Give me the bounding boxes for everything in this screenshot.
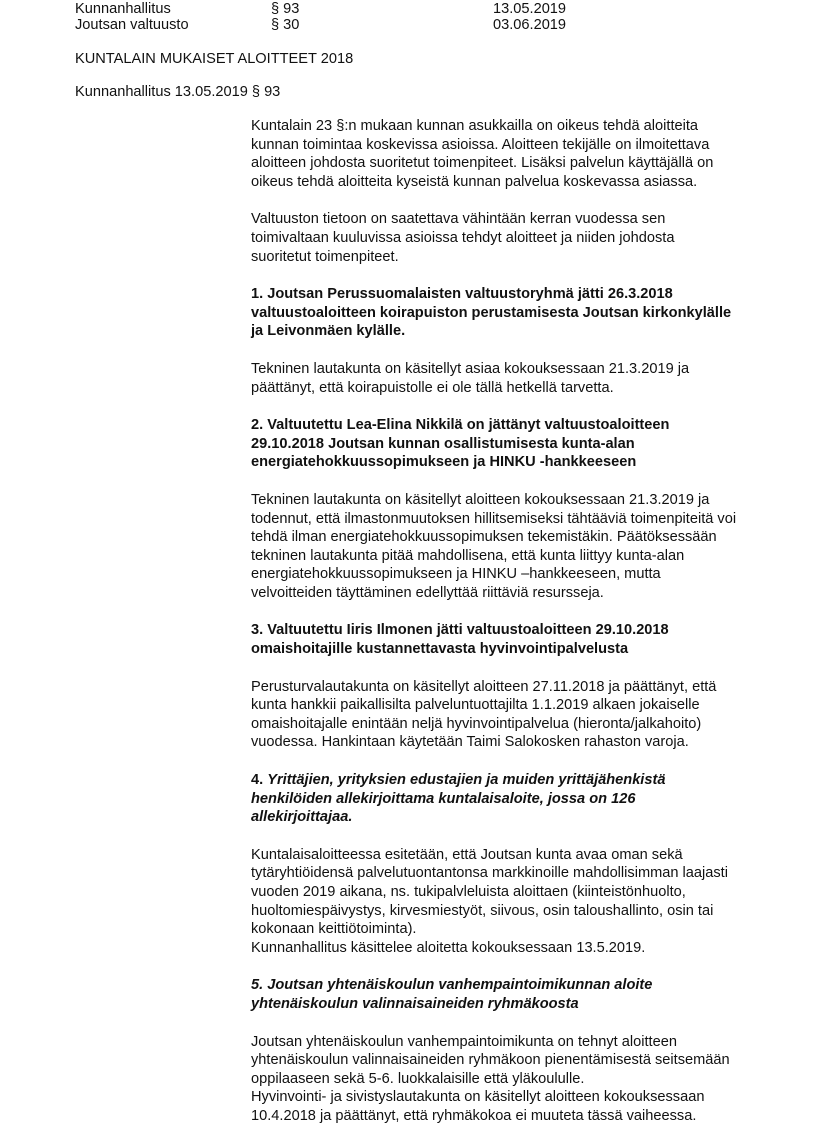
meeting-reference: Kunnanhallitus 13.05.2019 § 93 — [75, 84, 281, 100]
initiative-heading-1 — [251, 285, 751, 341]
text-line: oikeus tehdä aloitteita kyseistä kunnan palvelua koskevassa asiassa. — [251, 173, 698, 190]
text-line: vuoden 2019 aikana, ns. tukipalvleluista aloittaen (kiinteistönhuolto, — [251, 884, 686, 900]
intro-paragraph — [251, 210, 751, 266]
heading-line: energiatehokkuussopimukseen ja HINKU -hankkeeseen — [251, 454, 637, 471]
initiative-body-4 — [251, 846, 751, 958]
initiative-heading-2 — [251, 416, 751, 472]
text-line: Kuntalaisaloitteessa esitetään, että Joutsan kunta avaa oman sekä — [251, 846, 683, 863]
text-line: Tekninen lautakunta on käsitellyt asiaa kokouksessaan 21.3.2019 ja — [251, 360, 690, 377]
heading-line: omaishoitajille kustannettavasta hyvinvointipalvelusta — [251, 641, 629, 658]
heading-text: Yrittäjien, yrityksien edustajien ja muiden yrittäjähenkistä — [267, 772, 666, 789]
initiative-body-5 — [251, 1033, 751, 1126]
heading-line: 1. Joutsan Perussuomalaisten valtuustoryhmä jätti 26.3.2018 — [251, 286, 673, 303]
text-line: velvoitteiden täyttäminen edellyttää riittäviä resursseja. — [251, 584, 604, 601]
text-line: yhtenäiskoulun valinnaisaineiden ryhmäkoon pienentämisestä seitsemään — [251, 1052, 730, 1069]
initiative-body-3 — [251, 678, 751, 752]
text-line: toimivaltaan kuuluvissa asioissa tehdyt aloitteet ja niiden johdosta — [251, 229, 675, 246]
header-body: Joutsan valtuusto — [75, 17, 189, 33]
text-line: kunnan toimintaa koskevissa asioissa. Aloitteen tekijälle on ilmoitettava — [251, 136, 710, 153]
initiative-heading-5 — [251, 976, 751, 1013]
heading-number: 4. — [251, 772, 264, 789]
text-line: kokonaan keittiötoiminta). — [251, 921, 417, 938]
initiative-body-2 — [251, 491, 751, 603]
heading-line: 5. Joutsan yhtenäiskoulun vanhempaintoimikunnan aloite — [251, 977, 653, 994]
header-date: 13.05.2019 — [493, 1, 567, 17]
text-line: oppilaaseen sekä 5-6. luokkalaisille että yläkoululle. — [251, 1070, 585, 1087]
heading-line — [251, 771, 751, 790]
header-row-valtuusto — [75, 16, 675, 33]
heading-line: henkilöiden allekirjoittama kuntalaisaloite, jossa on 126 — [251, 790, 636, 807]
heading-line: allekirjoittajaa. — [251, 809, 353, 826]
initiative-body-1 — [251, 360, 751, 397]
text-line: Valtuuston tietoon on saatettava vähintään kerran vuodessa sen — [251, 211, 666, 228]
heading-line: 2. Valtuutettu Lea-Elina Nikkilä on jättänyt valtuustoaloitteen — [251, 417, 670, 434]
header-date: 03.06.2019 — [493, 17, 567, 33]
text-line: Perusturvalautakunta on käsitellyt aloitteen 27.11.2018 ja päättänyt, että — [251, 678, 717, 695]
header-section: § 30 — [271, 17, 300, 33]
text-line: todennut, että ilmastonmuutoksen hillitsemiseksi tähtääviä toimenpiteitä voi — [251, 510, 737, 527]
heading-line: valtuustoaloitteen koirapuiston perustamisesta Joutsan kirkonkylälle — [251, 304, 732, 321]
text-line: energiatehokkuussopimukseen ja HINKU –hankkeeseen, mutta — [251, 566, 661, 583]
text-line: kunta hankkii paikallisilta palveluntuottajilta 1.1.2019 alkaen jokaiselle — [251, 697, 700, 714]
initiative-heading-3 — [251, 621, 751, 658]
text-line: Kuntalain 23 §:n mukaan kunnan asukkailla on oikeus tehdä aloitteita — [251, 118, 699, 134]
initiative-heading-4 — [251, 771, 751, 827]
text-line: Joutsan yhtenäiskoulun vanhempaintoimikunta on tehnyt aloitteen — [251, 1033, 677, 1050]
document-body — [251, 117, 751, 1145]
intro-paragraph — [251, 117, 751, 191]
text-line: Tekninen lautakunta on käsitellyt aloitteen kokouksessaan 21.3.2019 ja — [251, 491, 710, 508]
text-line: huoltomiespäivystys, kirvesmiestyöt, siivous, osin taloushallinto, osin tai — [251, 902, 714, 919]
text-line: 10.4.2018 ja päättänyt, että ryhmäkokoa ei muuteta tässä vaiheessa. — [251, 1107, 697, 1124]
header-body: Kunnanhallitus — [75, 1, 171, 17]
heading-line: 3. Valtuutettu Iiris Ilmonen jätti valtuustoaloitteen 29.10.2018 — [251, 622, 669, 639]
heading-line: yhtenäiskoulun valinnaisaineiden ryhmäkoosta — [251, 995, 579, 1012]
text-line: Hyvinvointi- ja sivistyslautakunta on käsitellyt aloitteen kokouksessaan — [251, 1089, 705, 1106]
text-line: suoritetut toimenpiteet. — [251, 248, 399, 265]
text-line: tehdä ilman energiatehokkuussopimuksen tekemistäkin. Päätöksessään — [251, 529, 717, 546]
header-section: § 93 — [271, 1, 300, 17]
text-line: aloitteen johdosta suoritetut toimenpiteet. Lisäksi palvelun käyttäjällä on — [251, 155, 714, 172]
text-line: Kunnanhallitus käsittelee aloitetta kokouksessaan 13.5.2019. — [251, 939, 646, 956]
text-line: omaishoitajalle enintään neljä hyvinvointipalvelua (hieronta/jalkahoito) — [251, 715, 702, 732]
text-line: päättänyt, että koirapuistolle ei ole tällä hetkellä tarvetta. — [251, 379, 614, 396]
heading-line: 29.10.2018 Joutsan kunnan osallistumisesta kunta-alan — [251, 435, 635, 452]
text-line: vuodessa. Hankintaan käytetään Taimi Salokosken rahaston varoja. — [251, 734, 689, 751]
heading-line: ja Leivonmäen kylälle. — [251, 323, 406, 340]
header-row-kunnanhallitus — [75, 0, 675, 17]
text-line: tytäryhtiöidensä palvelutuontantonsa markkinoille mahdollisimman laajasti — [251, 865, 728, 882]
text-line: tekninen lautakunta pitää mahdollisena, että kunta liittyy kunta-alan — [251, 547, 685, 564]
document-title: KUNTALAIN MUKAISET ALOITTEET 2018 — [75, 51, 354, 67]
